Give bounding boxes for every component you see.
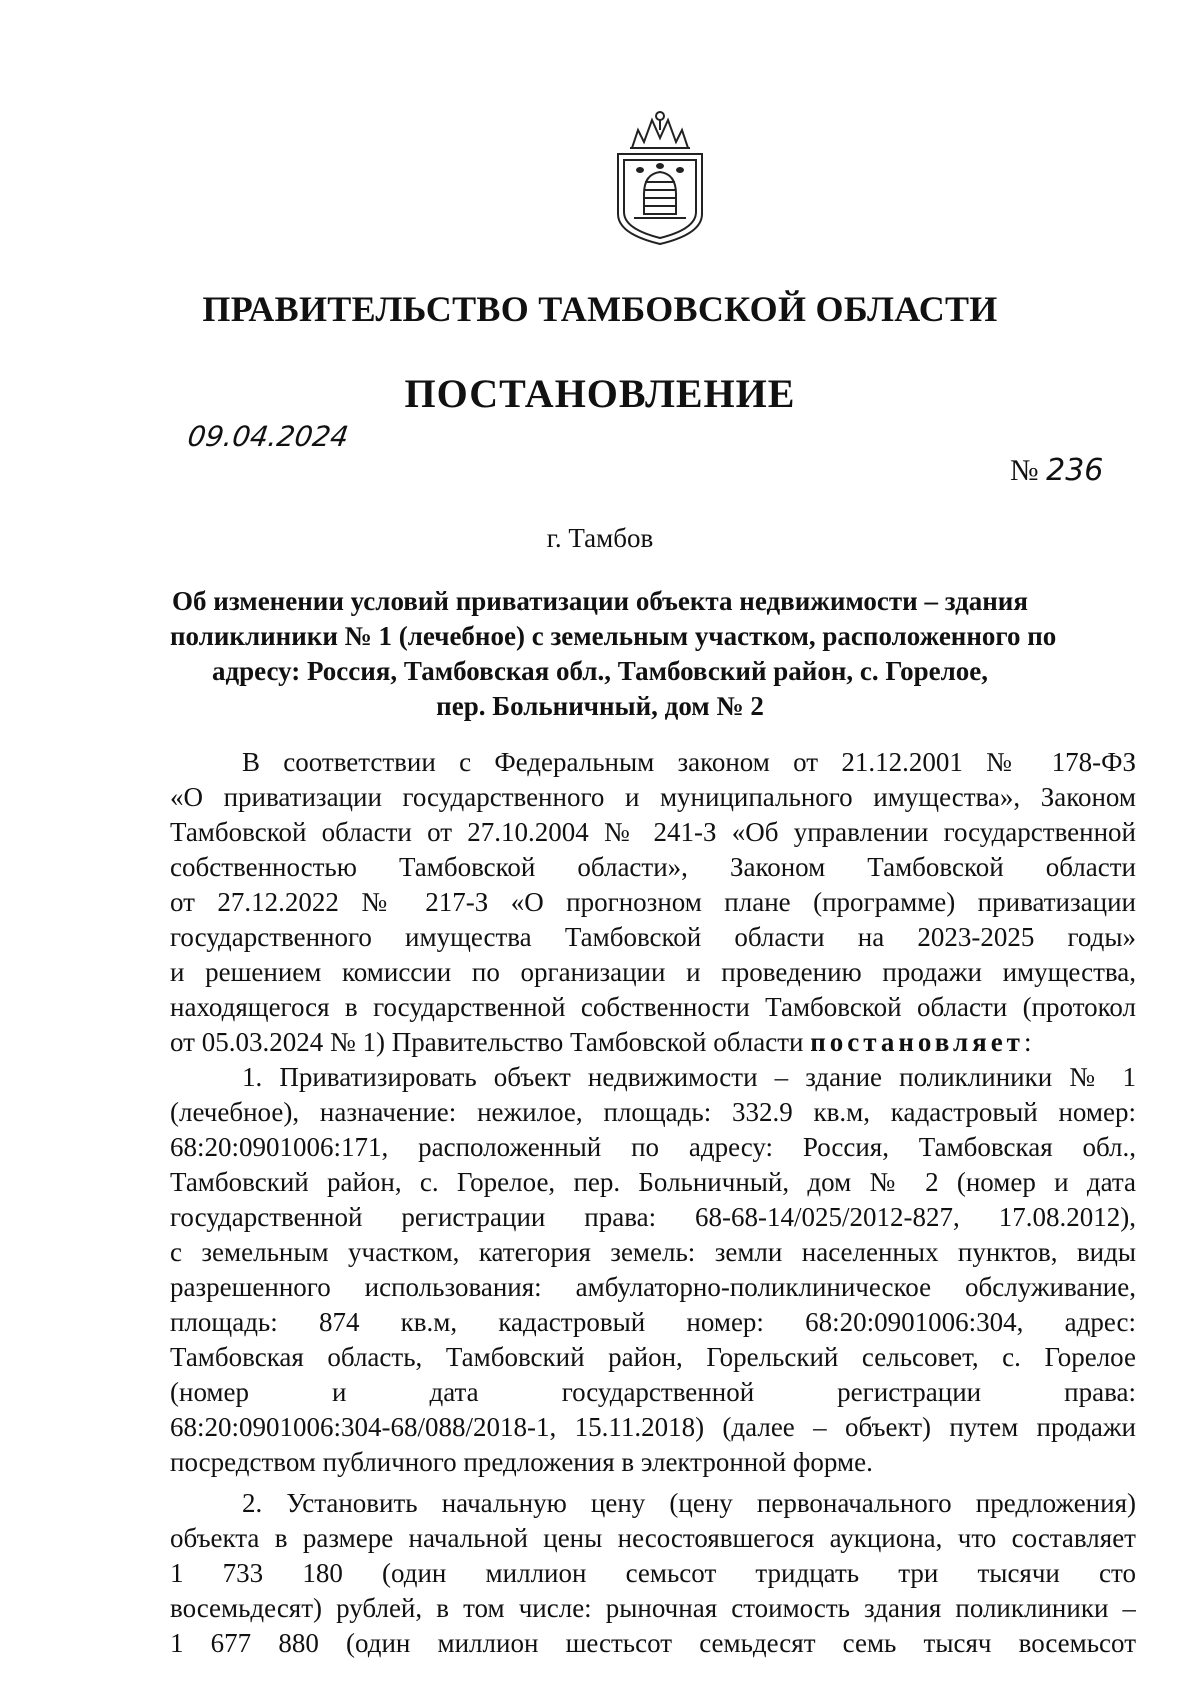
paragraph-2 (170, 1486, 1136, 1661)
body-line: с земельным участком, категория земель: земли населенных пунктов, виды (170, 1237, 1136, 1267)
city: г. Тамбов (546, 523, 654, 553)
body-line: В соответствии с Федеральным законом от 21.12.2001 № 178-ФЗ (242, 747, 1136, 777)
document-date: 09.04.2024 (185, 420, 351, 453)
paragraph-1 (170, 1060, 1136, 1480)
tambov-coat-of-arms-icon (604, 110, 716, 250)
body-line: объекта в размере начальной цены несостоявшегося аукциона, что составляет (170, 1523, 1136, 1553)
heading-line: адресу: Россия, Тамбовская обл., Тамбовский район, с. Горелое, (211, 656, 989, 686)
heading-line: Об изменении условий приватизации объекта недвижимости – здания (172, 586, 1028, 616)
document-body (170, 745, 1136, 1661)
body-line: находящегося в государственной собственности Тамбовской области (протокол (170, 992, 1136, 1022)
body-line: собственностью Тамбовской области», Законом Тамбовской области (170, 852, 1136, 882)
body-line: «О приватизации государственного и муниципального имущества», Законом (170, 782, 1136, 812)
body-line: 68:20:0901006:304-68/088/2018-1, 15.11.2018) (далее – объект) путем продажи (170, 1412, 1136, 1442)
document-heading (170, 584, 1057, 724)
body-line: 1 677 880 (один миллион шестьсот семьдесят семь тысяч восемьсот (170, 1628, 1136, 1658)
heading-line: пер. Больничный, дом № 2 (436, 691, 764, 721)
body-line: (лечебное), назначение: нежилое, площадь: 332.9 кв.м, кадастровый номер: (170, 1097, 1136, 1127)
body-line: площадь: 874 кв.м, кадастровый номер: 68:20:0901006:304, адрес: (170, 1307, 1136, 1337)
body-line: 2. Установить начальную цену (цену первоначального предложения) (242, 1488, 1136, 1518)
body-line-last: посредством публичного предложения в электронной форме. (170, 1447, 873, 1477)
document-number (1010, 453, 1103, 488)
body-line: Тамбовская область, Тамбовский район, Горельский сельсовет, с. Горелое (170, 1342, 1136, 1372)
resolves-colon: : (1023, 1027, 1032, 1057)
body-line: Тамбовской области от 27.10.2004 № 241-З «Об управлении государственной (170, 817, 1136, 847)
body-line: (номер и дата государственной регистрации права: (170, 1377, 1136, 1407)
heading-line: поликлиники № 1 (лечебное) с земельным участком, расположенного по (170, 621, 1057, 651)
body-line: 1. Приватизировать объект недвижимости – здание поликлиники № 1 (242, 1062, 1136, 1092)
body-line: 68:20:0901006:171, расположенный по адресу: Россия, Тамбовская обл., (170, 1132, 1136, 1162)
body-line: государственного имущества Тамбовской области на 2023-2025 годы» (170, 922, 1136, 952)
body-line: государственной регистрации права: 68-68-14/025/2012-827, 17.08.2012), (170, 1202, 1136, 1232)
organization-title: ПРАВИТЕЛЬСТВО ТАМБОВСКОЙ ОБЛАСТИ (202, 289, 998, 329)
number-prefix: № (1010, 454, 1039, 487)
document-type: ПОСТАНОВЛЕНИЕ (404, 371, 796, 416)
body-line: от 27.12.2022 № 217-З «О прогнозном плане (программе) приватизации (170, 887, 1136, 917)
body-line: Тамбовский район, с. Горелое, пер. Больничный, дом № 2 (номер и дата (170, 1167, 1136, 1197)
body-line-last (170, 1025, 1136, 1060)
intro-last-text: от 05.03.2024 № 1) Правительство Тамбовской области (170, 1027, 811, 1057)
number-value: 236 (1046, 453, 1104, 488)
resolves-word: постановляет (810, 1027, 1024, 1057)
intro-paragraph (170, 745, 1136, 1060)
body-line: восемьдесят) рублей, в том числе: рыночная стоимость здания поликлиники – (170, 1593, 1136, 1623)
body-line: разрешенного использования: амбулаторно-поликлиническое обслуживание, (170, 1272, 1136, 1302)
body-line: и решением комиссии по организации и проведению продажи имущества, (170, 957, 1136, 987)
body-line: 1 733 180 (один миллион семьсот тридцать три тысячи сто (170, 1558, 1136, 1588)
